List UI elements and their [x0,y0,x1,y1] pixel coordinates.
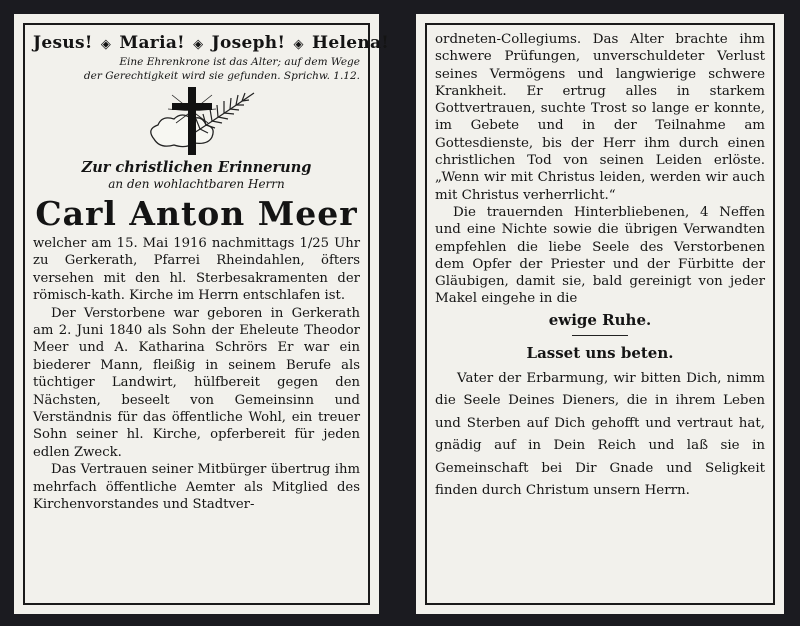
invocation-joseph: Joseph! [211,33,286,53]
public-office-paragraph: Das Vertrauen seiner Mitbürger übertrug ihm mehrfach öffentliche Aemter als Mitglied des Kirchenvorstandes und Stadtver- [33,462,360,513]
biography-paragraph: Der Verstorbene war geboren in Gerkerath am 2. Juni 1840 als Sohn der Eheleute Theodor Meer und A. Katharina Schrörs Er war ein biederer Mann, fleißig in seinem Berufe als tüchtiger Landwirt, hülfbereit gegen den Nächsten, beseelt von Gemeinsinn und Verständnis für das öffentliche Wohl, ein treuer Sohn seiner hl. Kirche, opferbereit für jeden edlen Zweck. [33,305,360,460]
right-card-page [416,14,784,614]
eternal-rest-line: ewige Ruhe. [548,310,652,329]
prayer-heading: Lasset uns beten. [526,343,674,362]
diamond-ornament-icon: ◈ [193,37,204,52]
deceased-name: Carl Anton Meer [35,194,358,233]
death-notice-paragraph: welcher am 15. Mai 1916 nachmittags 1/25 Uhr zu Gerkerath, Pfarrei Rheindahlen, öfters versehen mit den hl. Sterbesakramenten der römisch-kath. Kirche im Herrn entschlafen ist. [33,236,360,304]
continuation-text [435,31,765,308]
prayer-text [435,368,765,503]
right-page-border [425,23,775,605]
remembrance-heading: Zur christlichen Erinnerung [81,159,312,176]
diamond-ornament-icon: ◈ [293,37,304,52]
invocation-jesus: Jesus! [33,33,93,53]
left-page-border [23,23,390,605]
left-card-page [14,14,390,614]
prayer-paragraph: Vater der Erbarmung, wir bitten Dich, nimm die Seele Deines Dieners, die in ihrem Leben und Sterben auf Dich gehofft und vertraut hat, gnädig auf in Dein Reich und laß sie in Gemeinschaft bei Dir Gnade und Seligkeit finden durch Christum unsern Herrn. [435,370,765,499]
motto-line-2: der Gerechtigkeit wird sie gefunden. Sprichw. 1.12. [83,70,360,82]
survivors-paragraph: Die trauernden Hinterbliebenen, 4 Neffen und eine Nichte sowie die übrigen Verwandten empfehlen die liebe Seele des Verstorbenen dem Opfer der Priester und der Fürbitte der Gläubigen, damit sie, bald gereinigt von jeder Makel eingehe in die [435,204,765,307]
motto-line-1: Eine Ehrenkrone ist das Alter; auf dem Wege [119,56,360,68]
honorific-line: an den wohlachtbaren Herrn [108,177,285,191]
continuation-paragraph: ordneten-Collegiums. Das Alter brachte ihm schwere Prüfungen, unverschuldeter Verlust seines Vermögens und langwierige schwere Krankheit. Er ertrug alles in starkem Gottvertrauen, suchte Trost so lange er konnte, im Gebete und in der Teilnahme am Gottesdienste, bis der Herr ihm durch einen christlichen Tod von seinen Leiden erlöste. „Wenn wir mit Christus leiden, werden wir auch mit Christus verherrlicht.“ [435,32,765,203]
cross-with-palm-icon [132,85,262,157]
invocation-maria: Maria! [119,33,185,53]
invocation-header [33,33,390,53]
invocation-helena: Helena! [311,33,390,53]
diamond-ornament-icon: ◈ [100,37,112,52]
scripture-motto [33,55,360,83]
biography-text [33,235,360,514]
divider-rule [572,335,628,336]
